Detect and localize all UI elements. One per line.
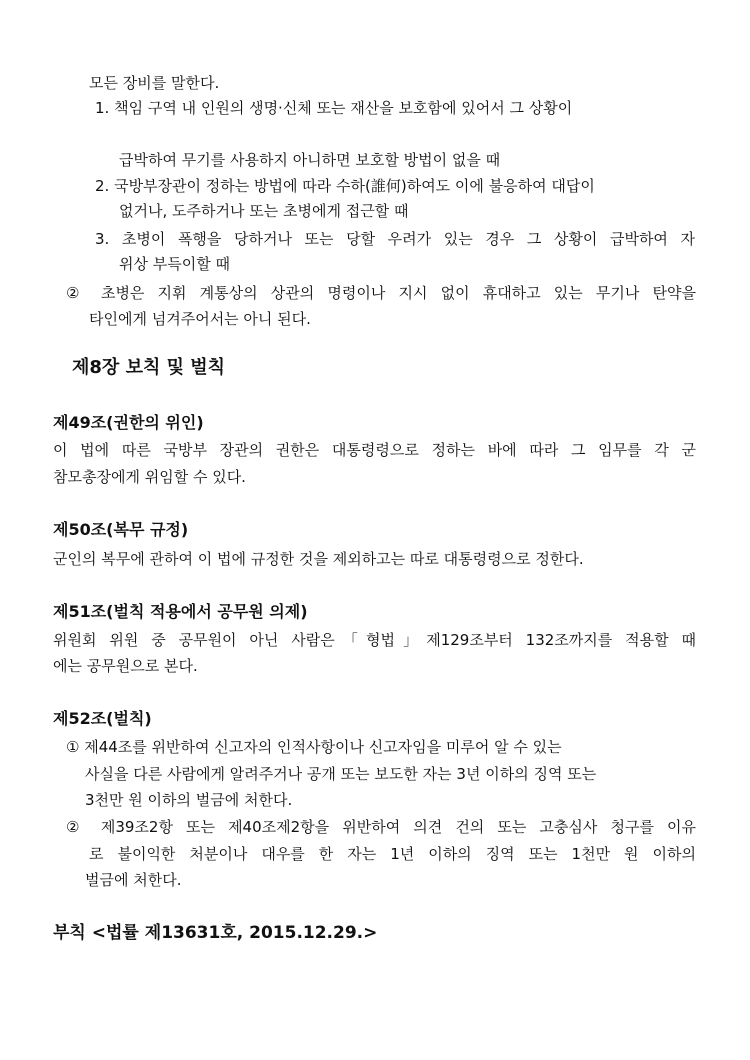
paragraph-1-cont: 사실을 다른 사람에게 알려주거나 공개 또는 보도한 자는 3년 이하의 징역 또는 <box>85 765 597 783</box>
article-text: 이 법에 따른 국방부 장관의 권한은 대통령령으로 정하는 바에 따라 그 임무를 각 군 <box>53 441 696 459</box>
article-title: 제52조(벌칙) <box>53 709 152 728</box>
article-title: 제49조(권한의 위인) <box>53 413 204 432</box>
list-item-3: 3. 초병이 폭행을 당하거나 또는 당할 우려가 있는 경우 그 상황이 급박하여 자 <box>95 230 695 248</box>
chapter-title: 제8장 보칙 및 벌칙 <box>72 357 226 378</box>
article-title: 제51조(벌칙 적용에서 공무원 의제) <box>53 602 308 621</box>
paragraph-2-cont: 타인에게 넘겨주어서는 아니 된다. <box>89 310 311 328</box>
list-item-1-cont: 급박하여 무기를 사용하지 아니하면 보호할 방법이 없을 때 <box>119 151 501 169</box>
list-item-1: 1. 책임 구역 내 인원의 생명·신체 또는 재산을 보호함에 있어서 그 상황이 <box>95 99 573 117</box>
list-item-2: 2. 국방부장관이 정하는 방법에 따라 수하(誰何)하여도 이에 불응하여 대답이 <box>95 177 595 195</box>
list-item-3-cont: 위상 부득이할 때 <box>119 255 230 273</box>
article-text: 에는 공무원으로 본다. <box>53 657 198 675</box>
paragraph-2: ② 제39조2항 또는 제40조제2항을 위반하여 의견 건의 또는 고충심사 청구를 이유 <box>66 818 696 836</box>
article-text: 참모총장에게 위임할 수 있다. <box>53 468 246 486</box>
article-text: 군인의 복무에 관하여 이 법에 규정한 것을 제외하고는 따로 대통령령으로 정한다. <box>53 550 584 568</box>
paragraph-1-cont: 3천만 원 이하의 벌금에 처한다. <box>85 791 293 809</box>
text-line: 모든 장비를 말한다. <box>89 74 220 92</box>
paragraph-1: ① 제44조를 위반하여 신고자의 인적사항이나 신고자임을 미루어 알 수 있는 <box>66 738 562 756</box>
article-title: 제50조(복무 규정) <box>53 520 189 539</box>
article-text: 위원회 위원 중 공무원이 아닌 사람은「형법」제129조부터 132조까지를 적용할 때 <box>53 631 696 649</box>
addendum-title: 부칙 <법률 제13631호, 2015.12.29.> <box>53 923 378 943</box>
list-item-2-cont: 없거나, 도주하거나 또는 초병에게 접근할 때 <box>119 202 409 220</box>
paragraph-2-cont: 벌금에 처한다. <box>85 871 182 889</box>
paragraph-2-cont: 로 불이익한 처분이나 대우를 한 자는 1년 이하의 징역 또는 1천만 원 이하의 <box>89 845 696 863</box>
paragraph-2: ② 초병은 지휘 계통상의 상관의 명령이나 지시 없이 휴대하고 있는 무기나 탄약을 <box>66 284 696 302</box>
